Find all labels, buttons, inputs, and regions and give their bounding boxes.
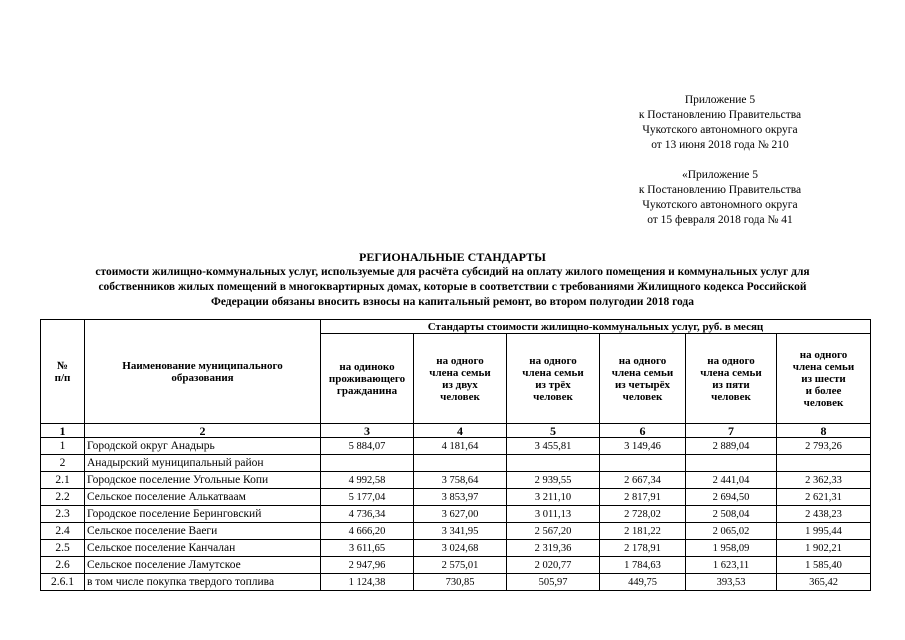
standard-value: 2 020,77 xyxy=(507,557,600,574)
table-row xyxy=(41,455,871,472)
header-name xyxy=(85,320,321,424)
table-row xyxy=(41,506,871,523)
header-number-label: № п/п xyxy=(54,359,71,384)
standard-value xyxy=(507,455,600,472)
standard-value: 5 884,07 xyxy=(321,438,414,455)
standard-value: 1 585,40 xyxy=(777,557,871,574)
standard-value: 730,85 xyxy=(414,574,507,591)
standard-value: 3 627,00 xyxy=(414,506,507,523)
header-col xyxy=(600,334,686,424)
municipality-name: Сельское поселение Ламутское xyxy=(85,557,321,574)
standard-value: 1 623,11 xyxy=(686,557,777,574)
table-row xyxy=(41,557,871,574)
standard-value: 2 441,04 xyxy=(686,472,777,489)
standard-value: 4 181,64 xyxy=(414,438,507,455)
standard-value: 2 362,33 xyxy=(777,472,871,489)
standard-value: 2 947,96 xyxy=(321,557,414,574)
municipality-name: Городской округ Анадырь xyxy=(85,438,321,455)
column-number: 7 xyxy=(686,424,777,438)
row-number: 2.6.1 xyxy=(41,574,85,591)
header-col xyxy=(414,334,507,424)
header-col-label: на одного члена семьи из четырёх человек xyxy=(611,354,674,403)
standard-value: 3 853,97 xyxy=(414,489,507,506)
municipality-name: Городское поселение Беринговский xyxy=(85,506,321,523)
appendix-line: к Постановлению Правительства xyxy=(638,109,802,121)
standard-value: 2 817,91 xyxy=(600,489,686,506)
standard-value: 3 024,68 xyxy=(414,540,507,557)
column-number: 3 xyxy=(321,424,414,438)
header-col-label: на одного члена семьи из двух человек xyxy=(429,354,491,403)
municipality-name: Анадырский муниципальный район xyxy=(85,455,321,472)
appendix-header-original xyxy=(600,168,840,228)
appendix-line: к Постановлению Правительства xyxy=(638,184,802,196)
standard-value: 393,53 xyxy=(686,574,777,591)
table-row xyxy=(41,472,871,489)
municipality-name: Городское поселение Угольные Копи xyxy=(85,472,321,489)
header-col xyxy=(686,334,777,424)
municipality-name: Сельское поселение Алькатваам xyxy=(85,489,321,506)
appendix-line: от 13 июня 2018 года № 210 xyxy=(651,139,789,151)
appendix-line: Чукотского автономного округа xyxy=(642,199,798,211)
header-col-label: на одиноко проживающего гражданина xyxy=(328,360,406,397)
column-number: 2 xyxy=(85,424,321,438)
standard-value: 5 177,04 xyxy=(321,489,414,506)
standard-value: 2 939,55 xyxy=(507,472,600,489)
row-number: 2.1 xyxy=(41,472,85,489)
subtitle-line: собственников жилых помещений в многоквартирных домах, которые в соответствии с требованиями Жилищного кодекса Российской xyxy=(98,281,807,293)
document-title: РЕГИОНАЛЬНЫЕ СТАНДАРТЫ xyxy=(359,250,546,264)
appendix-line: Чукотского автономного округа xyxy=(642,124,798,136)
header-col-label: на одного члена семьи из пяти человек xyxy=(700,354,762,403)
standard-value: 2 567,20 xyxy=(507,523,600,540)
header-group: Стандарты стоимости жилищно-коммунальных услуг, руб. в месяц xyxy=(321,320,871,334)
header-name-label: Наименование муниципального образования xyxy=(122,359,283,384)
standard-value: 1 958,09 xyxy=(686,540,777,557)
standard-value: 2 508,04 xyxy=(686,506,777,523)
municipality-name: в том числе покупка твердого топлива xyxy=(85,574,321,591)
row-number: 2.6 xyxy=(41,557,85,574)
column-number: 6 xyxy=(600,424,686,438)
standard-value: 3 455,81 xyxy=(507,438,600,455)
row-number: 1 xyxy=(41,438,85,455)
standard-value: 3 011,13 xyxy=(507,506,600,523)
column-number: 8 xyxy=(777,424,871,438)
table-row xyxy=(41,574,871,591)
subtitle-line: Федерации обязаны вносить взносы на капитальный ремонт, во втором полугодии 2018 года xyxy=(210,296,695,308)
column-number: 1 xyxy=(41,424,85,438)
subtitle-line: стоимости жилищно-коммунальных услуг, используемые для расчёта субсидий на оплату жилого помещения и коммунальных услуг для xyxy=(95,266,810,278)
header-col xyxy=(777,334,871,424)
standard-value: 2 728,02 xyxy=(600,506,686,523)
standard-value: 2 178,91 xyxy=(600,540,686,557)
standard-value: 2 889,04 xyxy=(686,438,777,455)
header-col-label: на одного члена семьи из трёх человек xyxy=(522,354,584,403)
standard-value xyxy=(600,455,686,472)
row-number: 2.4 xyxy=(41,523,85,540)
appendix-line: от 15 февраля 2018 года № 41 xyxy=(647,214,793,226)
standard-value xyxy=(321,455,414,472)
header-number xyxy=(41,320,85,424)
standard-value xyxy=(686,455,777,472)
header-col xyxy=(507,334,600,424)
standard-value xyxy=(414,455,507,472)
standard-value: 3 611,65 xyxy=(321,540,414,557)
row-number: 2.2 xyxy=(41,489,85,506)
standard-value: 4 736,34 xyxy=(321,506,414,523)
standard-value: 1 902,21 xyxy=(777,540,871,557)
table-row xyxy=(41,438,871,455)
standard-value: 1 784,63 xyxy=(600,557,686,574)
standard-value: 505,97 xyxy=(507,574,600,591)
row-number: 2 xyxy=(41,455,85,472)
standard-value: 1 995,44 xyxy=(777,523,871,540)
standards-table xyxy=(40,319,871,591)
standard-value: 2 065,02 xyxy=(686,523,777,540)
municipality-name: Сельское поселение Ваеги xyxy=(85,523,321,540)
standard-value: 365,42 xyxy=(777,574,871,591)
header-col xyxy=(321,334,414,424)
standard-value: 449,75 xyxy=(600,574,686,591)
table-row xyxy=(41,523,871,540)
standard-value: 3 149,46 xyxy=(600,438,686,455)
municipality-name: Сельское поселение Канчалан xyxy=(85,540,321,557)
standard-value: 3 211,10 xyxy=(507,489,600,506)
row-number: 2.3 xyxy=(41,506,85,523)
table-row xyxy=(41,540,871,557)
standard-value: 2 575,01 xyxy=(414,557,507,574)
header-col-label: на одного члена семьи из шести и более человек xyxy=(792,348,855,409)
standard-value: 2 181,22 xyxy=(600,523,686,540)
standard-value: 2 793,26 xyxy=(777,438,871,455)
row-number: 2.5 xyxy=(41,540,85,557)
standard-value: 4 992,58 xyxy=(321,472,414,489)
column-number: 5 xyxy=(507,424,600,438)
table-row xyxy=(41,489,871,506)
standard-value: 2 694,50 xyxy=(686,489,777,506)
column-number: 4 xyxy=(414,424,507,438)
document-subtitle xyxy=(40,265,865,310)
appendix-line: Приложение 5 xyxy=(684,94,756,106)
standard-value: 2 621,31 xyxy=(777,489,871,506)
standard-value: 3 758,64 xyxy=(414,472,507,489)
standard-value: 4 666,20 xyxy=(321,523,414,540)
standard-value: 3 341,95 xyxy=(414,523,507,540)
standard-value xyxy=(777,455,871,472)
appendix-line: «Приложение 5 xyxy=(681,169,759,181)
appendix-header-current xyxy=(600,93,840,153)
standard-value: 2 667,34 xyxy=(600,472,686,489)
standard-value: 1 124,38 xyxy=(321,574,414,591)
standard-value: 2 319,36 xyxy=(507,540,600,557)
standard-value: 2 438,23 xyxy=(777,506,871,523)
